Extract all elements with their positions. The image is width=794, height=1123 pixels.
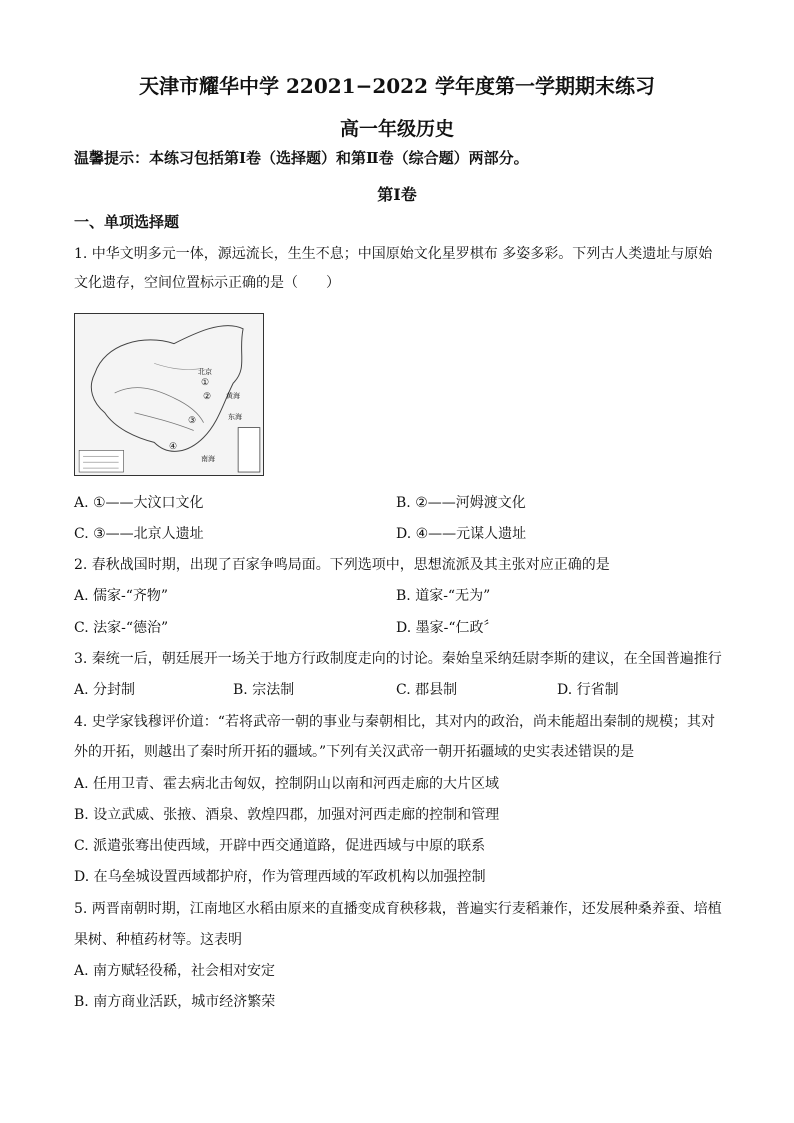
question-4-option-c[interactable]: C. 派遣张骞出使西域，开辟中西交通道路，促进西域与中原的联系: [74, 838, 486, 854]
map-label-yellow-sea: 黄海: [226, 392, 240, 400]
notice-text: 温馨提示：本练习包括第Ⅰ卷（选择题）和第Ⅱ卷（综合题）两部分。: [74, 149, 529, 167]
map-label-beijing: 北京: [198, 368, 212, 376]
question-2-option-a[interactable]: A. 儒家-“齐物”: [74, 588, 169, 604]
question-4-line-1: 4. 史学家钱穆评价道：“若将武帝一朝的事业与秦朝相比，其对内的政治，尚未能超出秦制的规模；其对: [74, 714, 715, 730]
question-5-line-1: 5. 两晋南朝时期，江南地区水稻由原来的直播变成育秧移栽，普遍实行麦稻兼作，还发展种桑养蚕、培植: [74, 901, 722, 917]
question-3-option-a[interactable]: A. 分封制: [74, 682, 136, 698]
question-3-option-d[interactable]: D. 行省制: [557, 682, 619, 698]
question-5-option-a[interactable]: A. 南方赋轻役稀，社会相对安定: [74, 963, 276, 979]
question-1-option-c[interactable]: C. ③——北京人遗址: [74, 526, 204, 542]
exam-title: 天津市耀华中学 22021−2022 学年度第一学期期末练习: [139, 74, 655, 98]
question-5-line-2: 果树、种植药材等。这表明: [74, 932, 242, 948]
question-3-option-b[interactable]: B. 宗法制: [233, 682, 295, 698]
map-marker-4: ④: [169, 442, 178, 452]
map-marker-2: ②: [203, 392, 212, 402]
question-5-option-b[interactable]: B. 南方商业活跃，城市经济繁荣: [74, 994, 276, 1010]
question-4-option-d[interactable]: D. 在乌垒城设置西域都护府，作为管理西域的军政机构以加强控制: [74, 869, 486, 885]
exam-subtitle: 高一年级历史: [339, 118, 454, 140]
question-1-line-1: 1. 中华文明多元一体，源远流长，生生不息；中国原始文化星罗棋布 多姿多彩。下列古人类遗址与原始: [74, 246, 713, 262]
china-map-figure: [74, 313, 264, 476]
question-4-line-2: 外的开拓，则越出了秦时所开拓的疆域。”下列有关汉武帝一朝开拓疆域的史实表述错误的是: [74, 744, 635, 760]
question-1-line-2: 文化遗存，空间位置标示正确的是（ ）: [74, 275, 340, 291]
question-1-option-d[interactable]: D. ④——元谋人遗址: [396, 526, 527, 542]
question-3-option-c[interactable]: C. 郡县制: [396, 682, 458, 698]
question-1-option-a[interactable]: A. ①——大汶口文化: [74, 495, 204, 511]
question-2-option-d[interactable]: D. 墨家-“仁政〞: [396, 620, 498, 636]
question-1-option-b[interactable]: B. ②——河姆渡文化: [396, 495, 526, 511]
question-2-line-1: 2. 春秋战国时期，出现了百家争鸣局面。下列选项中，思想流派及其主张对应正确的是: [74, 557, 610, 573]
question-2-option-c[interactable]: C. 法家-“德治”: [74, 620, 169, 636]
question-3-line-1: 3. 秦统一后，朝廷展开一场关于地方行政制度走向的讨论。秦始皇采纳廷尉李斯的建议，在全国普遍推行: [74, 651, 722, 667]
map-label-east-sea: 东海: [228, 413, 242, 421]
question-2-option-b[interactable]: B. 道家-“无为”: [396, 588, 491, 604]
section-heading: 一、单项选择题: [74, 213, 180, 231]
volume-heading: 第Ⅰ卷: [377, 185, 417, 204]
map-label-south-sea: 南海: [201, 455, 215, 463]
question-4-option-b[interactable]: B. 设立武威、张掖、酒泉、敦煌四郡，加强对河西走廊的控制和管理: [74, 807, 500, 823]
map-marker-1: ①: [201, 378, 210, 388]
map-marker-3: ③: [188, 416, 197, 426]
question-4-option-a[interactable]: A. 任用卫青、霍去病北击匈奴，控制阴山以南和河西走廊的大片区域: [74, 776, 500, 792]
